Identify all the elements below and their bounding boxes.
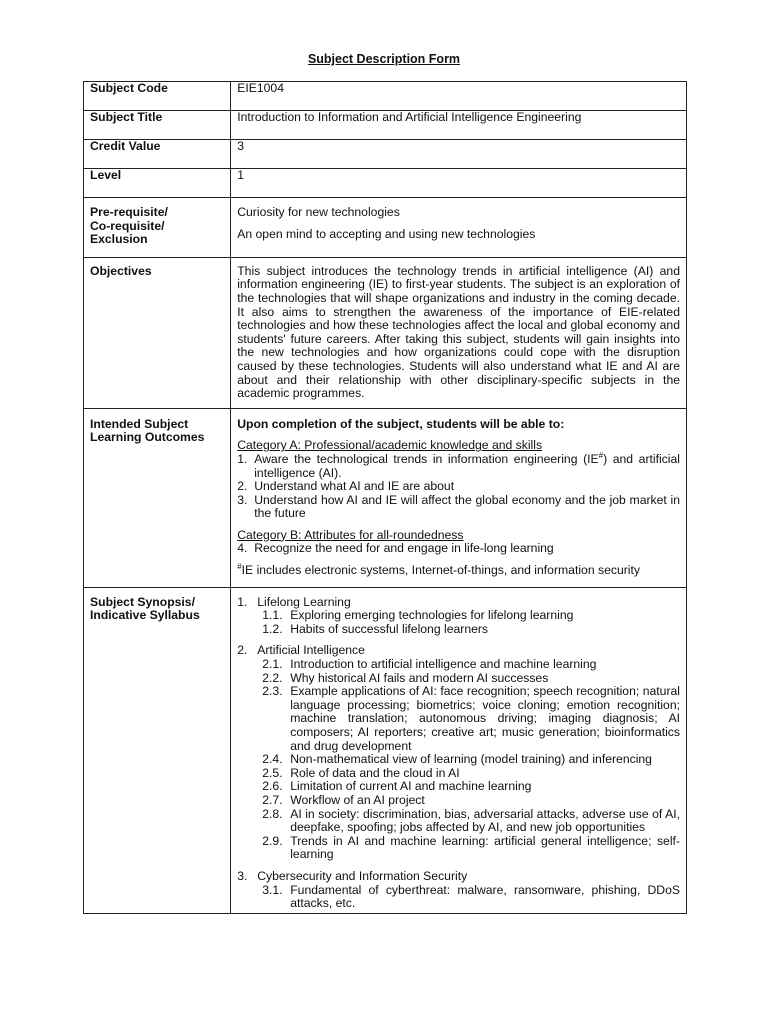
value-subject-title: Introduction to Information and Artificial Intelligence Engineering <box>231 111 687 140</box>
row-level <box>84 169 687 198</box>
prerequisite-item: An open mind to accepting and using new technologies <box>237 226 536 241</box>
value-subject-code: EIE1004 <box>231 82 687 111</box>
item-number: 3.1. <box>262 882 283 897</box>
outcome-text: Understand how AI and IE will affect the global economy and the job market in the future <box>254 492 680 521</box>
syllabus-item <box>237 767 680 781</box>
outcome-text: Understand what AI and IE are about <box>254 479 455 494</box>
item-text: Exploring emerging technologies for lifelong learning <box>290 608 574 623</box>
item-number: 2.3. <box>262 684 283 699</box>
label-synopsis <box>84 587 231 913</box>
item-text: Workflow of an AI project <box>290 792 425 807</box>
value-credit-value: 3 <box>231 140 687 169</box>
item-number: 1.2. <box>262 621 283 636</box>
label-subject-title: Subject Title <box>84 111 231 140</box>
outcome-item <box>237 480 680 494</box>
syllabus-item <box>237 808 680 835</box>
label-learning-outcomes-line1: Intended Subject <box>90 416 189 431</box>
outcome-number: 2. <box>237 479 248 494</box>
outcomes-footnote <box>237 564 680 578</box>
item-number: 2.1. <box>262 657 283 672</box>
label-level: Level <box>84 169 231 198</box>
syllabus-item <box>237 609 680 623</box>
item-number: 2.7. <box>262 792 283 807</box>
row-objectives <box>84 257 687 408</box>
outcome-number: 3. <box>237 492 248 507</box>
item-text: Limitation of current AI and machine learning <box>290 779 532 794</box>
item-number: 2.5. <box>262 765 283 780</box>
row-learning-outcomes <box>84 408 687 587</box>
label-synopsis-line2: Indicative Syllabus <box>90 608 200 623</box>
label-subject-code: Subject Code <box>84 82 231 111</box>
syllabus-item <box>237 780 680 794</box>
syllabus-item <box>237 685 680 753</box>
form-title: Subject Description Form <box>307 52 461 66</box>
label-learning-outcomes <box>84 408 231 587</box>
item-text: Fundamental of cyberthreat: malware, ransomware, phishing, DDoS attacks, etc. <box>290 882 680 911</box>
row-subject-title <box>84 111 687 140</box>
section-title: Cybersecurity and Information Security <box>257 868 468 883</box>
row-prerequisite <box>84 198 687 258</box>
footnote-text: IE includes electronic systems, Internet-of-things, and information security <box>241 563 640 578</box>
syllabus-item <box>237 835 680 862</box>
item-text: Non-mathematical view of learning (model training) and inferencing <box>290 752 652 767</box>
item-text: Introduction to artificial intelligence and machine learning <box>290 657 597 672</box>
section-number: 3. <box>237 868 248 883</box>
item-number: 2.9. <box>262 833 283 848</box>
syllabus-section <box>237 644 680 658</box>
value-synopsis <box>231 587 687 913</box>
syllabus-item <box>237 672 680 686</box>
prerequisite-item: Curiosity for new technologies <box>237 205 400 219</box>
section-number: 2. <box>237 643 248 658</box>
item-text: Habits of successful lifelong learners <box>290 621 489 636</box>
label-objectives: Objectives <box>84 257 231 408</box>
subject-description-table <box>83 81 687 914</box>
item-number: 1.1. <box>262 608 283 623</box>
outcome-text <box>254 450 680 480</box>
section-title: Lifelong Learning <box>257 594 351 609</box>
value-objectives: This subject introduces the technology trends in artificial intelligence (AI) and information engineering (IE) to first-year students. The subject is an exploration of the technologies that will shape organizations and industry in the coming decade. It also aims to strengthen the awareness of the importance of EIE-related technologies and how these technologies affect the local and global economy and students' future careers. After taking this subject, students will gain insights into the new technologies and how organizations could cope with the disruption caused by these technologies. Students will also understand what IE and AI are about and their relationship with other disciplinary-specific subjects in the academic programmes. <box>231 257 687 408</box>
row-credit-value <box>84 140 687 169</box>
outcome-number: 1. <box>237 451 248 466</box>
item-text: AI in society: discrimination, bias, adversarial attacks, adverse use of AI, deepfake, spoofing; jobs affected by AI, and new job opportunities <box>290 806 680 835</box>
syllabus-section <box>237 596 680 610</box>
syllabus-item <box>237 884 680 911</box>
value-level: 1 <box>231 169 687 198</box>
outcome-item <box>237 542 680 556</box>
outcome-text-part: Aware the technological trends in information engineering (IE <box>254 451 599 466</box>
item-number: 2.6. <box>262 779 283 794</box>
syllabus-item <box>237 623 680 637</box>
label-prerequisite-line1: Pre-requisite/ <box>90 205 168 219</box>
syllabus-section <box>237 870 680 884</box>
outcome-item <box>237 450 680 480</box>
label-prerequisite <box>84 198 231 258</box>
label-credit-value: Credit Value <box>84 140 231 169</box>
syllabus-item <box>237 753 680 767</box>
section-number: 1. <box>237 594 248 609</box>
footnote-mark: # <box>237 562 242 571</box>
row-subject-code <box>84 82 687 111</box>
value-learning-outcomes <box>231 408 687 587</box>
category-b-heading: Category B: Attributes for all-roundedness <box>237 527 464 542</box>
outcome-text-part: ) and artificial intelligence (AI). <box>254 451 680 480</box>
label-synopsis-line1: Subject Synopsis/ <box>90 594 195 609</box>
syllabus-item <box>237 794 680 808</box>
section-title: Artificial Intelligence <box>257 643 365 658</box>
item-text: Why historical AI fails and modern AI successes <box>290 670 549 685</box>
item-number: 2.8. <box>262 806 283 821</box>
item-text: Example applications of AI: face recognition; speech recognition; natural language processing; biometrics; voice cloning; emotion recognition; machine translation; autonomous driving; imaging diagnosis; AI composers; AI reporters; creative art; music generation; bioinformatics and drug development <box>290 684 680 753</box>
label-learning-outcomes-line2: Learning Outcomes <box>90 430 205 445</box>
label-prerequisite-line3: Exclusion <box>90 232 148 247</box>
outcomes-intro: Upon completion of the subject, students will be able to: <box>237 416 565 431</box>
outcome-text: Recognize the need for and engage in life-long learning <box>254 541 554 556</box>
footnote-mark: # <box>598 450 604 460</box>
value-prerequisite <box>231 198 687 258</box>
label-prerequisite-line2: Co-requisite/ <box>90 218 165 233</box>
category-a-heading: Category A: Professional/academic knowledge and skills <box>237 438 543 453</box>
item-text: Role of data and the cloud in AI <box>290 765 460 780</box>
row-synopsis <box>84 587 687 913</box>
outcome-number: 4. <box>237 541 248 556</box>
syllabus-item <box>237 658 680 672</box>
outcome-item <box>237 494 680 521</box>
item-text: Trends in AI and machine learning: artificial general intelligence; self-learning <box>290 833 680 862</box>
item-number: 2.4. <box>262 752 283 767</box>
item-number: 2.2. <box>262 670 283 685</box>
